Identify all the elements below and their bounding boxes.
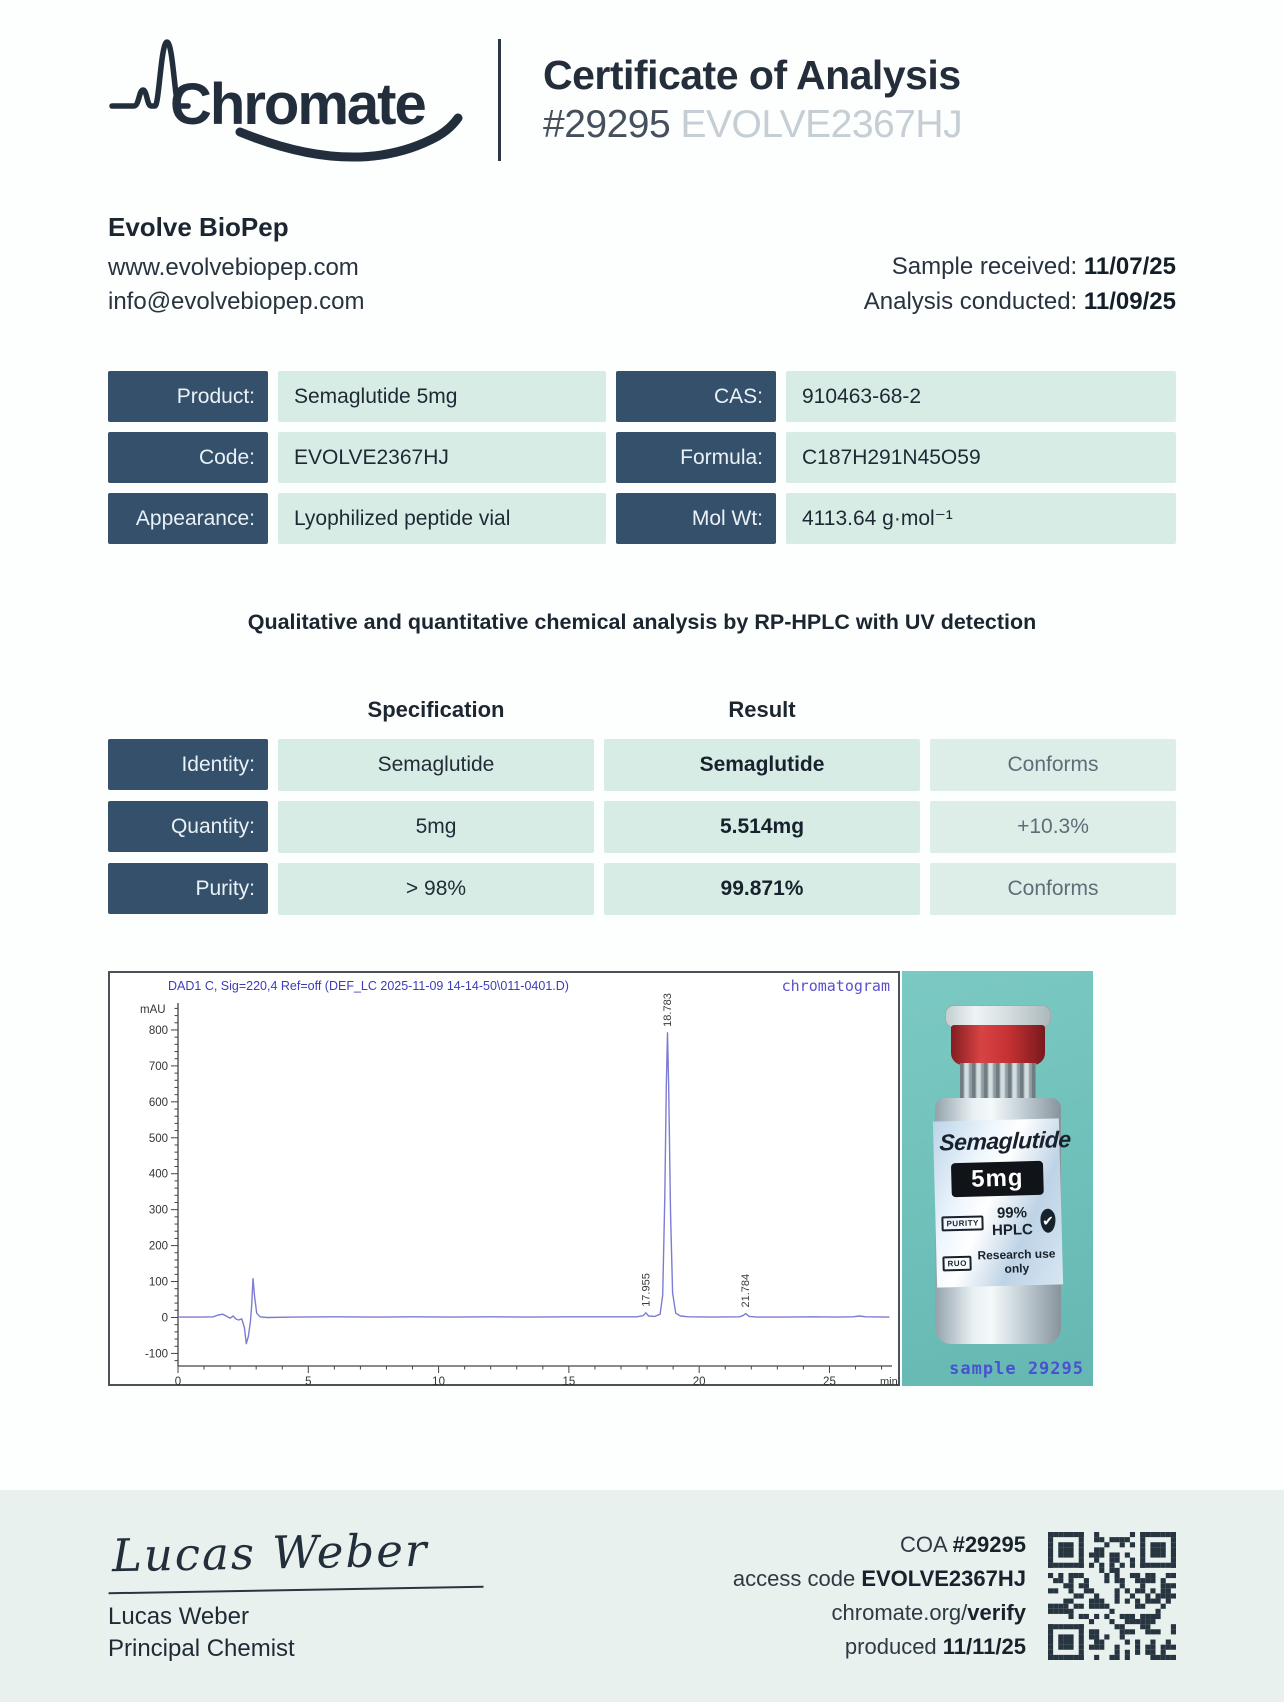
spec-column-header: Specification bbox=[367, 697, 505, 722]
svg-text:20: 20 bbox=[692, 1376, 706, 1388]
analysis-conducted-label: Analysis conducted: bbox=[863, 288, 1084, 315]
svg-text:DAD1 C, Sig=220,4 Ref=off (DEF: DAD1 C, Sig=220,4 Ref=off (DEF_LC 2025-11-09 14-14-50\011-0401.D) bbox=[168, 979, 569, 993]
svg-text:200: 200 bbox=[148, 1240, 168, 1253]
svg-text:600: 600 bbox=[148, 1096, 168, 1109]
chromatogram-chart bbox=[108, 971, 900, 1386]
sample-received-date: 11/07/25 bbox=[1083, 253, 1176, 280]
footer-produced-label: produced bbox=[844, 1634, 943, 1659]
svg-text:10: 10 bbox=[432, 1376, 445, 1388]
footer bbox=[0, 1490, 1284, 1702]
identity-result: Semaglutide bbox=[604, 739, 920, 791]
signature: Lucas Weber bbox=[107, 1522, 484, 1594]
svg-text:-100: -100 bbox=[144, 1348, 168, 1361]
footer-verify-bold: verify bbox=[967, 1600, 1026, 1625]
footer-access-line bbox=[733, 1562, 1026, 1596]
svg-text:500: 500 bbox=[148, 1132, 168, 1145]
vial-dose: 5mg bbox=[950, 1161, 1043, 1197]
chromate-logo bbox=[108, 28, 488, 173]
product-label: Product: bbox=[108, 371, 268, 422]
client-section bbox=[108, 212, 1176, 319]
header-divider bbox=[498, 39, 501, 161]
cas-label: CAS: bbox=[616, 371, 776, 422]
vial-ruo-text: Research use only bbox=[976, 1246, 1056, 1276]
check-shield-icon: ✔ bbox=[1040, 1209, 1056, 1233]
footer-verify-line bbox=[733, 1596, 1026, 1630]
client-email: info@evolvebiopep.com bbox=[108, 288, 365, 315]
sample-received-label: Sample received: bbox=[891, 253, 1084, 280]
svg-text:5: 5 bbox=[305, 1376, 312, 1388]
svg-text:400: 400 bbox=[148, 1168, 168, 1181]
analysis-conducted-line bbox=[864, 284, 1176, 319]
vial-purity-chip: PURITY bbox=[941, 1215, 984, 1231]
vial-red-cap bbox=[951, 1025, 1045, 1065]
svg-text:100: 100 bbox=[148, 1276, 168, 1289]
footer-coa-line bbox=[733, 1528, 1026, 1562]
vial-sample-caption: sample 29295 bbox=[949, 1359, 1084, 1379]
appearance-label: Appearance: bbox=[108, 493, 268, 544]
quantity-label: Quantity: bbox=[108, 801, 268, 852]
svg-text:0: 0 bbox=[161, 1312, 168, 1325]
qr-code-svg bbox=[1048, 1532, 1176, 1660]
formula-label: Formula: bbox=[616, 432, 776, 483]
brand-wordmark: Chromate bbox=[170, 71, 425, 137]
svg-text:chromatogram: chromatogram bbox=[781, 977, 890, 995]
svg-text:min: min bbox=[880, 1376, 898, 1388]
appearance-value: Lyophilized peptide vial bbox=[278, 493, 606, 544]
svg-text:25: 25 bbox=[823, 1376, 836, 1388]
quantity-result: 5.514mg bbox=[604, 801, 920, 853]
chromatogram-section bbox=[108, 971, 1176, 1386]
chromatogram-svg bbox=[110, 973, 898, 1388]
results-header bbox=[108, 697, 1176, 723]
footer-access-label: access code bbox=[732, 1566, 862, 1591]
purity-spec: > 98% bbox=[278, 863, 594, 915]
client-name: Evolve BioPep bbox=[108, 212, 289, 242]
purity-status: Conforms bbox=[930, 863, 1176, 915]
molwt-value: 4113.64 g·mol⁻¹ bbox=[786, 493, 1176, 544]
analysis-conducted-date: 11/09/25 bbox=[1083, 288, 1176, 315]
svg-text:mAU: mAU bbox=[140, 1004, 166, 1016]
cas-value: 910463-68-2 bbox=[786, 371, 1176, 422]
code-value: EVOLVE2367HJ bbox=[278, 432, 606, 483]
identity-label: Identity: bbox=[108, 739, 268, 790]
identity-spec: Semaglutide bbox=[278, 739, 594, 791]
footer-produced-date: 11/11/25 bbox=[942, 1634, 1026, 1659]
identity-status: Conforms bbox=[930, 739, 1176, 791]
signer-title: Principal Chemist bbox=[108, 1634, 295, 1662]
page-title: Certificate of Analysis bbox=[543, 52, 961, 99]
coa-number: #29295 bbox=[543, 103, 671, 147]
footer-coa-label: COA bbox=[900, 1532, 953, 1557]
sample-received-line bbox=[864, 249, 1176, 284]
result-column-header: Result bbox=[728, 697, 796, 722]
coa-code: EVOLVE2367HJ bbox=[680, 103, 963, 147]
vial-purity-text: 99% HPLC bbox=[991, 1204, 1033, 1240]
svg-text:15: 15 bbox=[562, 1376, 576, 1388]
footer-access-code: EVOLVE2367HJ bbox=[861, 1566, 1026, 1591]
formula-value: C187H291N45O59 bbox=[786, 432, 1176, 483]
vial-product-name: Semaglutide bbox=[938, 1126, 1071, 1156]
vial-ruo-chip: RUO bbox=[942, 1255, 972, 1271]
footer-produced-line bbox=[733, 1630, 1026, 1664]
product-value: Semaglutide 5mg bbox=[278, 371, 606, 422]
product-info-table bbox=[108, 371, 1176, 544]
footer-verify-url: chromate.org/ bbox=[831, 1600, 968, 1625]
client-website: www.evolvebiopep.com bbox=[108, 254, 359, 281]
vial-crimp-seal bbox=[960, 1063, 1036, 1099]
molwt-label: Mol Wt: bbox=[616, 493, 776, 544]
svg-text:700: 700 bbox=[148, 1060, 168, 1073]
signer-name: Lucas Weber bbox=[108, 1602, 249, 1630]
vial-label bbox=[932, 1118, 1071, 1287]
svg-text:18.783: 18.783 bbox=[661, 993, 674, 1027]
svg-text:21.784: 21.784 bbox=[740, 1273, 753, 1308]
code-label: Code: bbox=[108, 432, 268, 483]
purity-label: Purity: bbox=[108, 863, 268, 914]
svg-text:0: 0 bbox=[174, 1376, 182, 1388]
purity-result: 99.871% bbox=[604, 863, 920, 915]
method-statement: Qualitative and quantitative chemical analysis by RP-HPLC with UV detection bbox=[247, 610, 1037, 634]
vial-body bbox=[935, 1098, 1071, 1344]
svg-text:17.955: 17.955 bbox=[640, 1273, 653, 1307]
footer-coa-number: #29295 bbox=[952, 1532, 1026, 1557]
quantity-status: +10.3% bbox=[930, 801, 1176, 853]
vial-photo bbox=[902, 971, 1093, 1386]
svg-text:800: 800 bbox=[148, 1024, 168, 1037]
quantity-spec: 5mg bbox=[278, 801, 594, 853]
header bbox=[108, 30, 1176, 170]
svg-text:300: 300 bbox=[148, 1204, 168, 1217]
results-table bbox=[108, 739, 1176, 915]
